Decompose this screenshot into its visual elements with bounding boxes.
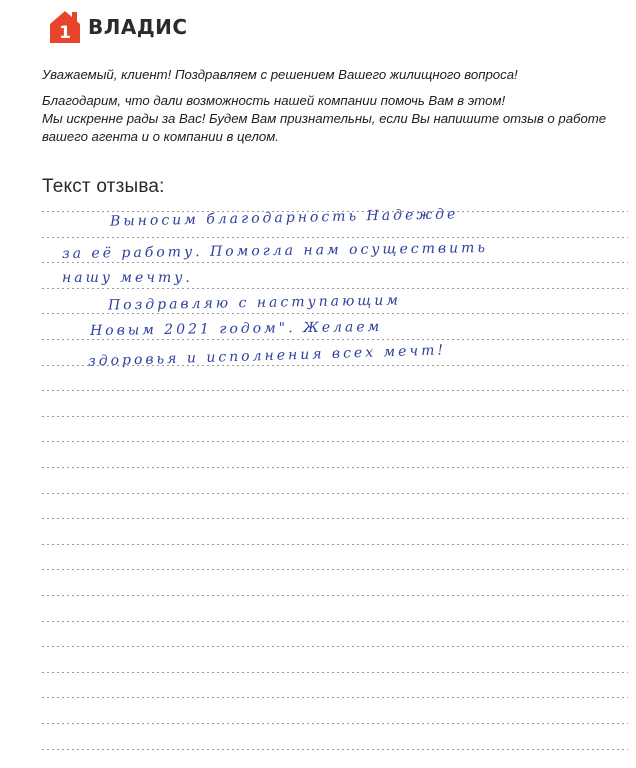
thanks-line-1: Благодарим, что дали возможность нашей компании помочь Вам в этом!: [42, 93, 506, 108]
review-line-6: здоровья и исполнения всех мечт!: [87, 342, 447, 370]
brand-name: ВЛАДИС: [88, 15, 188, 39]
thanks-line-3: вашего агента и о компании в целом.: [42, 129, 279, 144]
review-line-1: Выносим благодарность Надежде: [109, 206, 459, 230]
review-line-4: Поздравляю с наступающим: [107, 292, 402, 314]
greeting-line: Уважаемый, клиент! Поздравляем с решением Вашего жилищного вопроса!: [42, 67, 518, 82]
review-line-3: нашу мечту.: [62, 270, 193, 286]
thanks-line-2: Мы искренне рады за Вас! Будем Вам признательны, если Вы напишите отзыв о работе: [42, 111, 607, 126]
review-title: Текст отзыва:: [42, 176, 165, 197]
review-line-2: за её работу. Помогла нам осуществить: [61, 240, 489, 262]
review-line-5: Новым 2021 годом". Желаем: [89, 318, 383, 340]
logo-badge-number: 1: [59, 23, 71, 43]
